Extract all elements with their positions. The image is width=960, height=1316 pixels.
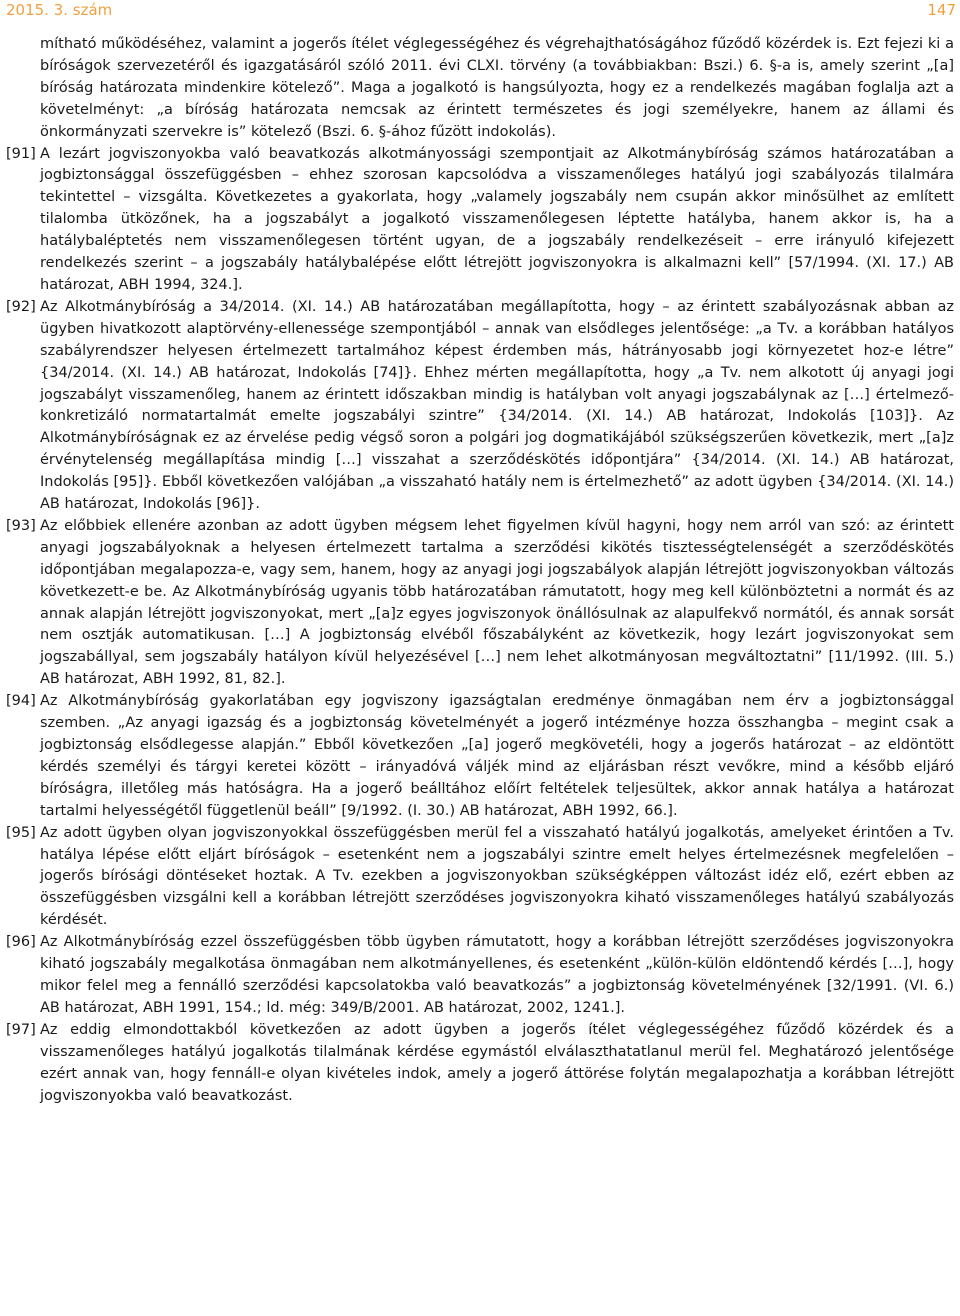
paragraph-97 [6,1020,954,1108]
paragraph-text: Az Alkotmánybíróság a 34/2014. (XI. 14.) AB határozatában megállapította, hogy – az érintett szabályozásnak abban az ügyben hivatkozott alaptörvény-ellenessége szempontjából – annak van elsődleges jelentősége: „a Tv. a korábban hatályos szabályrendszer helyesen értelmezett tartalmához képest érdemben más, hátrányosabb jogi környezetet hoz-e létre” {34/2014. (XI. 14.) AB határozat, Indokolás [74]}. Ehhez mérten megállapította, hogy „a Tv. nem alkotott új anyagi jogi jogszabályt visszamenőleg, hanem az érintett időszakban mindig is hatályban volt anyagi jogszabálynak az […] értelmező-konkretizáló normatartalmát emelte jogszabályi szintre” {34/2014. (XI. 14.) AB határozat, Indokolás [103]}. Az Alkotmánybíróságnak ez az érvelése pedig végső soron a polgári jog dogmatikájából szükségszerűen következik, mert „[a]z érvénytelenség megállapítása mindig […] visszahat a szerződéskötés időpontjára” {34/2014. (XI. 14.) AB határozat, Indokolás [95]}. Ebből következően valójában „a visszaható hatály nem is értelmezhető” az adott ügyben {34/2014. (XI. 14.) AB határozat, Indokolás [96]}. [40,298,954,513]
paragraph-94 [6,691,954,822]
paragraph-text: Az Alkotmánybíróság ezzel összefüggésben több ügyben rámutatott, hogy a korábban létrejött szerződéses jogviszonyokra kiható jogszabály megalkotása önmagában nem alkotmányellenes, és esetenként „külön-külön eldöntendő kérdés […], hogy mikor felel meg a fennálló szerződési kapcsolatokba való beavatkozás” a jogbiztonság követelményének [32/1991. (VI. 6.) AB határozat, ABH 1991, 154.; ld. még: 349/B/2001. AB határozat, 2002, 1241.]. [40,934,954,1016]
paragraph-text: Az Alkotmánybíróság gyakorlatában egy jogviszony igazságtalan eredménye önmagában nem érv a jogbiztonsággal szemben. „Az anyagi igazság és a jogbiztonság követelményét a jogerő intézménye hozza összhangba – megint csak a jogbiztonság elsődlegesse alapján.” Ebből következően „[a] jogerő megkövetéli, hogy a jogerős határozat – az eldöntött kérdés személyi és tárgyi keretei között – irányadóvá váljék mind az eljárásban részt vevőkre, mind a később eljáró bíróságra, illetőleg más hatóságra. Ha a jogerő beálltához előírt feltételek teljesültek, akkor annak hatálya a határozat tartalmi helyességétől függetlenül beáll” [9/1992. (I. 30.) AB határozat, ABH 1992, 66.]. [40,693,954,819]
paragraph-93 [6,516,954,691]
paragraph-96 [6,932,954,1020]
paragraph-95 [6,823,954,933]
paragraph-text: mítható működéséhez, valamint a jogerős ítélet véglegességéhez és végrehajthatóságához fűződő közérdek is. Ezt fejezi ki a bíróságok szervezetéről és igazgatásáról szóló 2011. évi CLXI. törvény (a továbbiakban: Bszi.) 6. §-a is, amely szerint „[a] bíróság határozata mindenkire kötelező”. Maga a jogalkotó is hangsúlyozta, hogy ez a rendelkezés magában foglalja azt a követelményt: „a bíróság határozata nemcsak az érintett természetes és jogi személyekre, hanem az állami és önkormányzati szervekre is” kötelező (Bszi. 6. §-ához fűzött indokolás). [40,36,954,140]
page-header [0,0,960,26]
paragraph-92 [6,297,954,516]
issue-label: 2015. 3. szám [6,1,113,19]
paragraph-text: Az adott ügyben olyan jogviszonyokkal összefüggésben merül fel a visszaható hatályú jogalkotás, amelyeket érintően a Tv. hatálya lépése előtt eljárt bíróságok – esetenként nem a jogszabályi szintre emelt helyes értelmezésnek megfelelően – jogerős bírósági döntéseket hoztak. A Tv. ezekben a jogviszonyokban szükségképpen változást idéz elő, ezért ebben az összefüggésben vizsgálni kell a korábban létrejött szerződéses jogviszonyokra kiható visszamenőleges hatályú szabályozás kérdését. [40,824,954,929]
paragraph-number: [95] [6,824,36,841]
document-body [6,34,954,1107]
paragraph-text: Az eddig elmondottakból következően az adott ügyben a jogerős ítélet véglegességéhez fűződő közérdek és a visszamenőleges hatályú jogalkotás tilalmának kérdése egymástól elválaszthatatlanul merül fel. Meghatározó jelentősége ezért annak van, hogy fennáll-e olyan kivételes indok, amely a jogerő áttörése folytán megalapozhatja a korábban létrejött jogviszonyokba való beavatkozást. [40,1021,954,1104]
paragraph-number: [97] [6,1021,36,1038]
paragraph-number: [94] [6,693,36,710]
paragraph-91 [6,144,954,297]
paragraph-number: [91] [6,145,36,162]
page-number: 147 [927,1,956,19]
paragraph-number: [93] [6,517,36,534]
paragraph-text: Az előbbiek ellenére azonban az adott ügyben mégsem lehet figyelmen kívül hagyni, hogy nem arról van szó: az érintett anyagi jogszabályoknak a helyesen értelmezett tartalma a szerződési kikötés tisztességtelenségét a szerződéskötés időpontjában megalapozza-e, vagy sem, hanem, hogy az anyagi jogi jogszabályok alapján létrejött jogviszonyokban változás következett-e be. Az Alkotmánybíróság ugyanis több határozatában rámutatott, hogy meg kell különböztetni a normát és az annak alapján létrejött jogviszonyokat, mert „[a]z egyes jogviszonyok önállósulnak az alapulfekvő normától, és annak sorsát nem osztják automatikusan. […] A jogbiztonság elvéből főszabályként az következik, hogy lezárt jogviszonyokat sem jogszabállyal, sem jogszabály hatályon kívül helyezésével […] nem lehet alkotmányosan megváltoztatni” [11/1992. (III. 5.) AB határozat, ABH 1992, 81, 82.]. [40,517,954,688]
paragraph-continuation [6,34,954,144]
paragraph-number: [92] [6,298,36,315]
paragraph-number: [96] [6,934,36,951]
paragraph-text: A lezárt jogviszonyokba való beavatkozás alkotmányossági szempontjait az Alkotmánybíróság számos határozatában a jogbiztonsággal összefüggésben – ehhez szorosan kapcsolódva a visszamenőleges hatályú jogi szabályozás tilalmára tekintettel – vizsgálta. Következetes a gyakorlata, hogy „valamely jogszabály nem csupán akkor minősülhet az említett tilalomba ütközőnek, ha a jogszabályt a jogalkotó visszamenőlegesen léptette hatályba, hanem akkor is, ha a hatálybaléptetés nem visszamenőlegesen történt ugyan, de a jogszabály rendelkezéseit – erre irányuló kifejezett rendelkezés szerint – a jogszabály hatálybalépése előtt létrejött jogviszonyokra is alkalmazni kell” [57/1994. (XI. 17.) AB határozat, ABH 1994, 324.]. [40,145,954,293]
